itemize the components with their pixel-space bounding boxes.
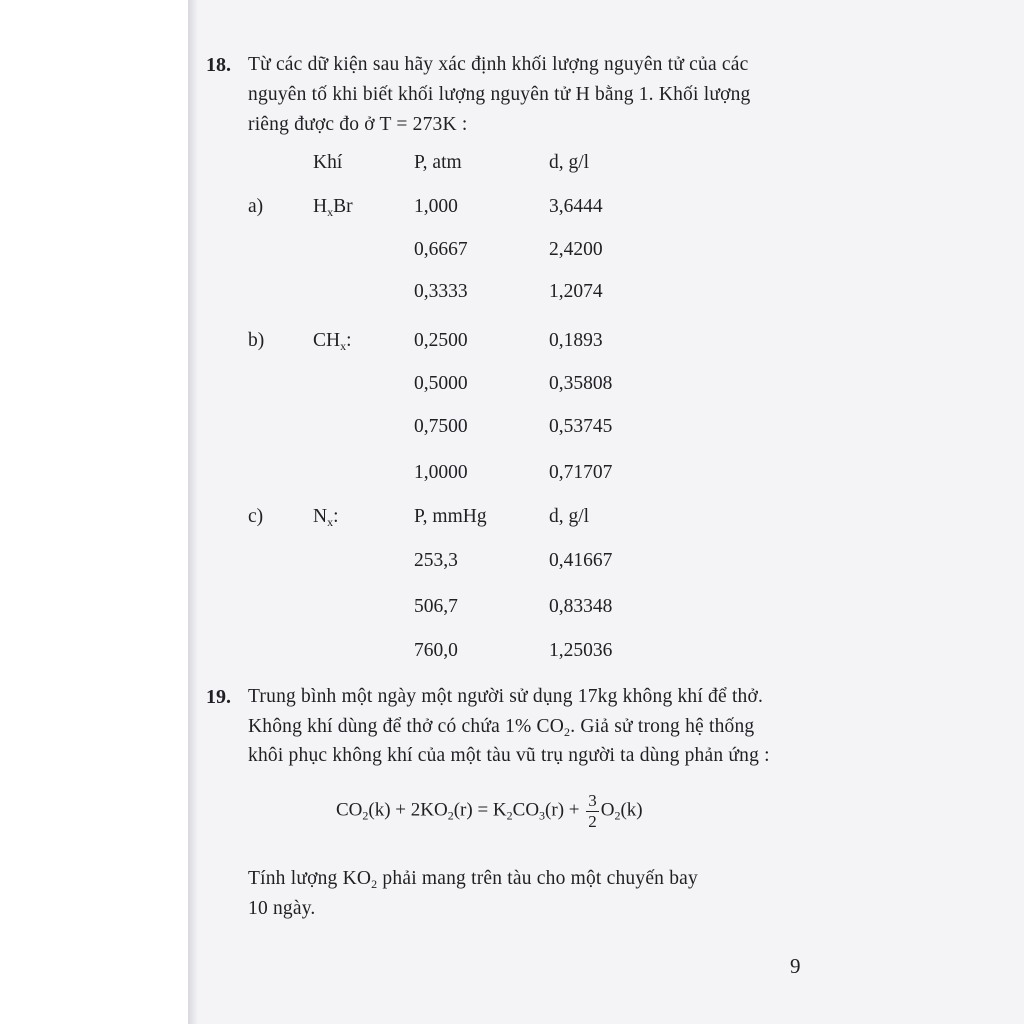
part-c-density-header: d, g/l bbox=[549, 506, 590, 527]
part-b-row-1-pressure: 0,2500 bbox=[414, 330, 468, 351]
part-a-row-1-pressure: 1,000 bbox=[414, 196, 458, 217]
part-a-label: a) bbox=[248, 196, 264, 217]
part-b-row-2-pressure: 0,5000 bbox=[414, 373, 468, 394]
problem-18-line-1: Từ các dữ kiện sau hãy xác định khối lượng nguyên tử của các bbox=[248, 54, 749, 75]
header-density: d, g/l bbox=[549, 152, 590, 173]
part-a-gas-formula: $H_xBr$ bbox=[313, 196, 353, 219]
problem-19-line-1: Trung bình một ngày một người sử dụng 17kg không khí để thở. bbox=[248, 686, 764, 707]
problem-19-line-2: Không khí dùng để thở có chứa 1% $CO_2$. Giả sử trong hệ thống bbox=[248, 716, 755, 739]
page-number: 9 bbox=[790, 954, 801, 978]
part-b-row-3-pressure: 0,7500 bbox=[414, 416, 468, 437]
part-c-row-2-density: 0,83348 bbox=[549, 596, 613, 617]
header-pressure: P, atm bbox=[414, 152, 462, 173]
part-c-row-1-density: 0,41667 bbox=[549, 550, 613, 571]
reaction-equation: $CO_2(k) + 2KO_2(r) = K_2CO_3(r)$ + $\frac{3}{2}$ $O_2(k)$ bbox=[336, 791, 643, 831]
part-a-row-2-density: 2,4200 bbox=[549, 239, 603, 260]
part-c-row-3-pressure: 760,0 bbox=[414, 640, 458, 661]
part-b-row-4-pressure: 1,0000 bbox=[414, 462, 468, 483]
problem-18-line-2: nguyên tố khi biết khối lượng nguyên tử H bằng 1. Khối lượng bbox=[248, 84, 751, 105]
problem-19-line-3: khôi phục không khí của một tàu vũ trụ người ta dùng phản ứng : bbox=[248, 745, 770, 766]
fraction-three-halves: $\frac{3}{2}$ bbox=[588, 791, 597, 831]
part-c-pressure-header: P, mmHg bbox=[414, 506, 487, 527]
part-b-row-1-density: 0,1893 bbox=[549, 330, 603, 351]
problem-19-line-5: 10 ngày. bbox=[248, 898, 316, 919]
problem-19-line-4: Tính lượng $KO_2$ phải mang trên tàu cho một chuyến bay bbox=[248, 868, 698, 891]
part-b-row-2-density: 0,35808 bbox=[549, 373, 613, 394]
part-b-row-3-density: 0,53745 bbox=[549, 416, 613, 437]
part-a-row-1-density: 3,6444 bbox=[549, 196, 603, 217]
part-c-row-1-pressure: 253,3 bbox=[414, 550, 458, 571]
part-c-gas-formula: $N_x$: bbox=[313, 506, 339, 529]
part-a-row-3-density: 1,2074 bbox=[549, 281, 603, 302]
problem-19-number: 19. bbox=[206, 686, 231, 708]
problem-18-number: 18. bbox=[206, 54, 231, 76]
page-edge-shadow bbox=[188, 0, 198, 1024]
header-gas: Khí bbox=[313, 152, 343, 173]
part-a-row-3-pressure: 0,3333 bbox=[414, 281, 468, 302]
problem-18-line-3: riêng được đo ở T = 273K : bbox=[248, 114, 468, 135]
part-a-row-2-pressure: 0,6667 bbox=[414, 239, 468, 260]
page-gutter bbox=[0, 0, 188, 1024]
part-b-gas-formula: $CH_x$: bbox=[313, 330, 352, 353]
part-b-row-4-density: 0,71707 bbox=[549, 462, 613, 483]
part-c-label: c) bbox=[248, 506, 264, 527]
part-c-row-2-pressure: 506,7 bbox=[414, 596, 458, 617]
part-b-label: b) bbox=[248, 330, 265, 351]
part-c-row-3-density: 1,25036 bbox=[549, 640, 613, 661]
